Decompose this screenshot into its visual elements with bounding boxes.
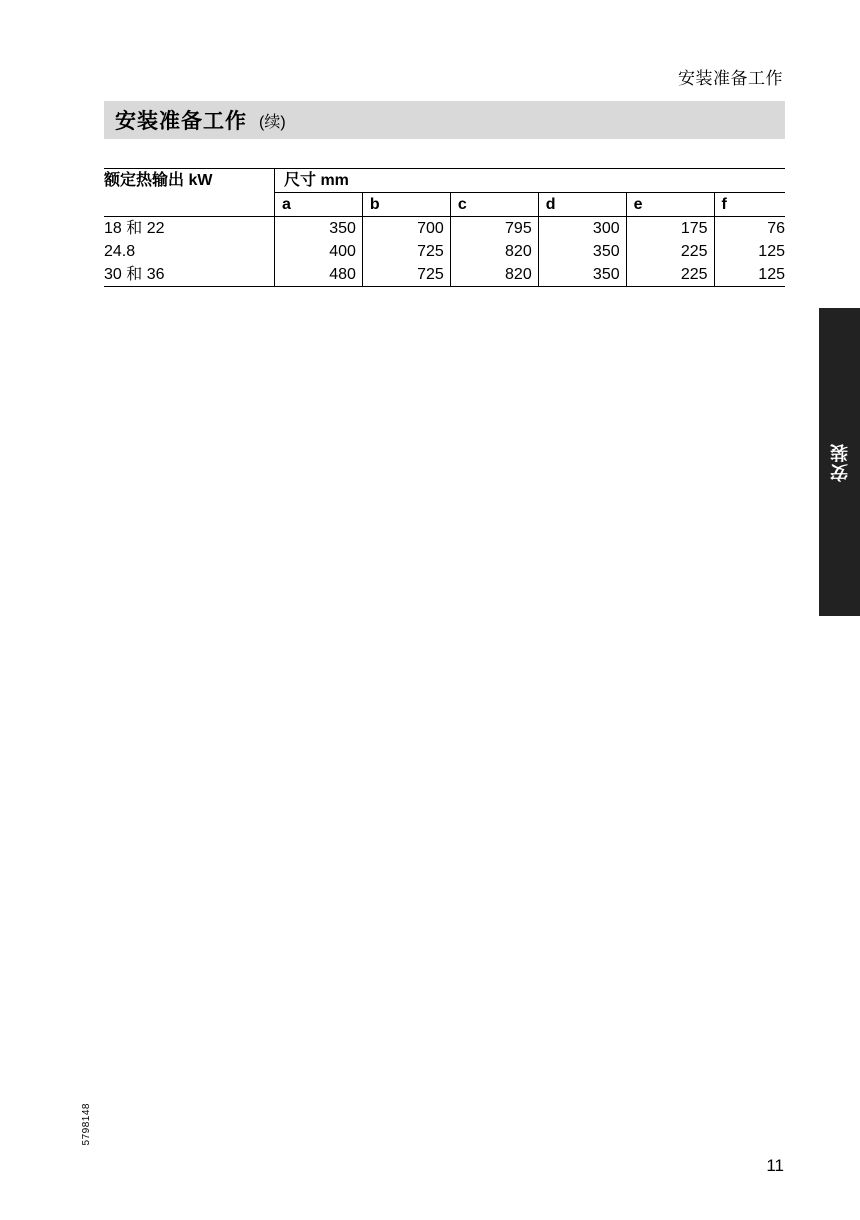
table-cell: 480: [275, 263, 363, 287]
column-header-e: e: [626, 193, 714, 217]
table-cell: 125: [714, 240, 785, 263]
table-row: [104, 240, 785, 263]
chapter-side-tab-label: 安装: [829, 442, 850, 482]
rating-cell: 30 和 36: [104, 263, 275, 287]
running-header: 安装准备工作: [678, 69, 783, 88]
table-cell: 795: [450, 217, 538, 241]
column-header-c: c: [450, 193, 538, 217]
table-cell: 76: [714, 217, 785, 241]
table-cell: 125: [714, 263, 785, 287]
column-header-b: b: [362, 193, 450, 217]
table-cell: 820: [450, 263, 538, 287]
column-header-a: a: [275, 193, 363, 217]
table-cell: 350: [538, 263, 626, 287]
column-header-f: f: [714, 193, 785, 217]
table-cell: 725: [362, 263, 450, 287]
section-title-bar: [104, 101, 785, 139]
table-cell: 725: [362, 240, 450, 263]
table-cell: 300: [538, 217, 626, 241]
document-number: 5798148: [81, 1103, 92, 1146]
table-cell: 400: [275, 240, 363, 263]
column-header-d: d: [538, 193, 626, 217]
section-title: 安装准备工作: [115, 110, 247, 133]
table-cell: 700: [362, 217, 450, 241]
dimensions-table: [104, 168, 785, 287]
table-cell: 820: [450, 240, 538, 263]
page-number: 11: [766, 1156, 784, 1175]
table-row: [104, 217, 785, 241]
table-cell: 175: [626, 217, 714, 241]
rating-cell: 24.8: [104, 242, 136, 260]
table-row: [104, 263, 785, 287]
dimensions-header: 尺寸 mm: [275, 169, 786, 193]
table-cell: 225: [626, 263, 714, 287]
table-cell: 350: [538, 240, 626, 263]
section-title-suffix: (续): [259, 113, 286, 131]
rated-output-header: 额定热输出 kW: [104, 169, 275, 217]
chapter-side-tab: [819, 308, 860, 616]
rating-cell: 18 和 22: [104, 219, 165, 237]
table-cell: 225: [626, 240, 714, 263]
table-cell: 350: [275, 217, 363, 241]
